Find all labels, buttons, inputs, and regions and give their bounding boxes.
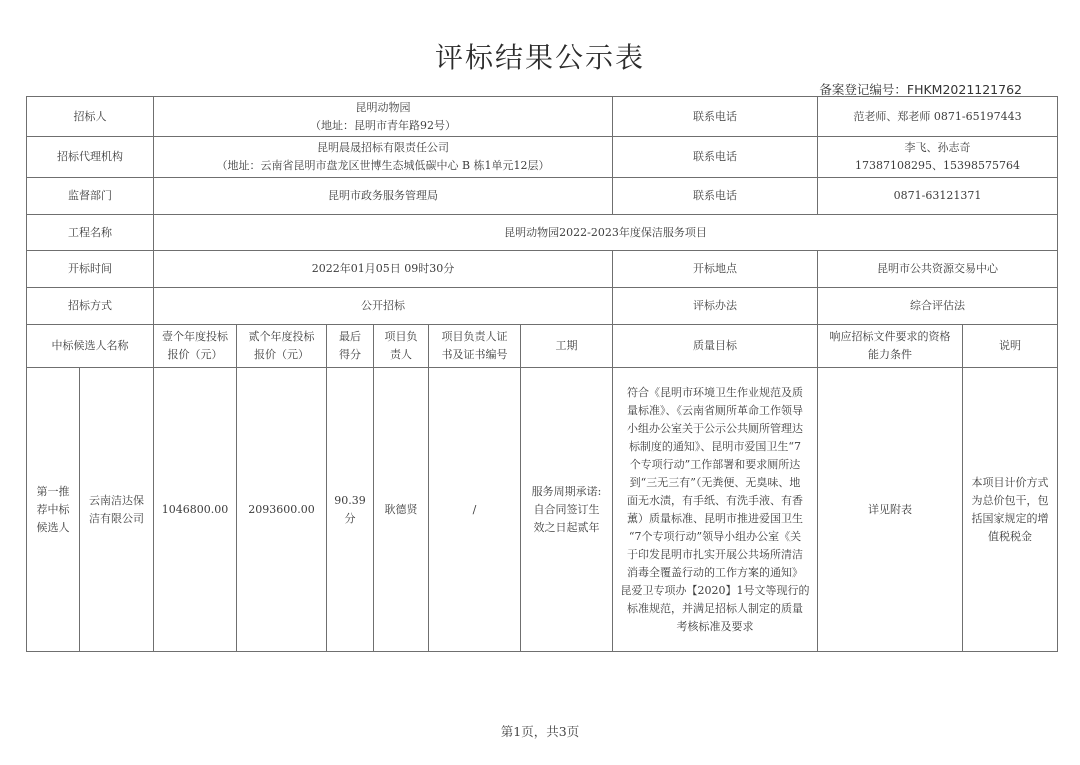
eval-method-value: 综合评估法 [818, 288, 1058, 325]
header-bid-year2-line2: 报价（元） [254, 348, 309, 361]
quality-line: “7个专项行动”领导小组办公室《关 [628, 529, 802, 543]
qualification-value: 详见附表 [818, 368, 963, 652]
supervisor-contact: 0871-63121371 [818, 178, 1058, 215]
document-title: 评标结果公示表 [434, 41, 645, 74]
header-qualification [818, 325, 963, 368]
opening-row [27, 251, 1058, 288]
header-final-score [327, 325, 374, 368]
remarks-line1: 本项目计价方式 [971, 475, 1049, 489]
period-line3: 效之日起贰年 [533, 520, 600, 534]
quality-line: 到“三无三有”（无粪便、无臭味、地 [629, 475, 801, 489]
header-manager [374, 325, 429, 368]
header-quality: 质量目标 [613, 325, 818, 368]
period-line1: 服务周期承诺: [531, 484, 602, 498]
project-label: 工程名称 [27, 215, 154, 251]
company-line2: 洁有限公司 [89, 511, 144, 525]
project-row [27, 215, 1058, 251]
method-row [27, 288, 1058, 325]
quality-line: 量标准》、《云南省厕所革命工作领导 [627, 403, 803, 417]
quality-line: 小组办公室关于公示公共厕所管理达 [627, 421, 803, 435]
tenderer-row [27, 97, 1058, 137]
quality-line: 面无水渍，有手纸、有洗手液、有香 [627, 493, 803, 507]
agency-label: 招标代理机构 [27, 137, 154, 178]
header-remarks: 说明 [963, 325, 1058, 368]
agency-contact [818, 137, 1058, 178]
supervisor-value: 昆明市政务服务管理局 [154, 178, 613, 215]
period-line2: 自合同签订生 [533, 502, 600, 516]
manager-value: 耿德贤 [374, 368, 429, 652]
rank-line2: 荐中标 [36, 502, 70, 516]
quality-line: 标准规范，并满足招标人制定的质量 [627, 601, 803, 615]
opening-time: 2022年01月05日 09时30分 [154, 251, 613, 288]
quality-value [613, 368, 818, 652]
header-final-score-line2: 得分 [339, 348, 361, 361]
results-header-row [27, 325, 1058, 368]
remarks-line3: 括国家规定的增 [971, 511, 1049, 525]
score-number: 90.39 [334, 493, 366, 507]
agency-value [154, 137, 613, 178]
header-manager-line2: 责人 [390, 348, 412, 361]
opening-place: 昆明市公共资源交易中心 [818, 251, 1058, 288]
supervisor-label: 监督部门 [27, 178, 154, 215]
quality-line: 消毒全覆盖行动的工作方案的通知》 [627, 565, 803, 579]
score-unit: 分 [344, 511, 356, 525]
final-score-value [327, 368, 374, 652]
candidate-rank [27, 368, 80, 652]
method-label: 招标方式 [27, 288, 154, 325]
agency-address: （地址：云南省昆明市盘龙区世博生态城低碳中心 B 栋1单元12层） [216, 159, 550, 172]
opening-time-label: 开标时间 [27, 251, 154, 288]
supervisor-row [27, 178, 1058, 215]
quality-line: 于印发昆明市扎实开展公共场所清洁 [627, 547, 803, 561]
quality-line: 考核标准及要求 [676, 619, 754, 633]
manager-cert-value: / [429, 368, 521, 652]
period-value [521, 368, 613, 652]
header-period: 工期 [521, 325, 613, 368]
quality-line: 个专项行动”工作部署和要求厕所达 [629, 457, 801, 471]
bid-year2-value: 2093600.00 [237, 368, 327, 652]
rank-line3: 候选人 [36, 520, 70, 534]
header-manager-line1: 项目负 [384, 330, 418, 343]
candidate-company [80, 368, 154, 652]
tenderer-label: 招标人 [27, 97, 154, 137]
agency-row [27, 137, 1058, 178]
method-value: 公开招标 [154, 288, 613, 325]
header-candidate-name: 中标候选人名称 [27, 325, 154, 368]
remarks-line4: 值税税金 [988, 529, 1032, 543]
header-manager-cert [429, 325, 521, 368]
rank-line1: 第一推 [36, 484, 70, 498]
quality-line: 昆爱卫专项办【2020】1号文等现行的 [620, 583, 810, 597]
header-qualification-line2: 能力条件 [868, 348, 912, 361]
tenderer-address: （地址：昆明市青年路92号） [310, 118, 456, 132]
supervisor-contact-label: 联系电话 [613, 178, 818, 215]
tenderer-contact-label: 联系电话 [613, 97, 818, 137]
header-final-score-line1: 最后 [339, 330, 361, 343]
quality-line: 薰）质量标准、昆明市推进爱国卫生 [627, 511, 803, 525]
agency-contact-phones: 17387108295、15398575764 [855, 159, 1020, 172]
quality-line: 标制度的通知》、昆明市爱国卫生“7 [628, 439, 802, 453]
quality-line: 符合《昆明市环境卫生作业规范及质 [627, 385, 803, 399]
header-manager-cert-line2: 书及证书编号 [441, 348, 508, 361]
header-bid-year1-line1: 壹个年度投标 [162, 330, 228, 343]
header-bid-year2-line1: 贰个年度投标 [248, 330, 315, 343]
bid-year1-value: 1046800.00 [154, 368, 237, 652]
agency-name: 昆明晨晟招标有限责任公司 [317, 141, 449, 154]
table-row [27, 368, 1058, 652]
header-bid-year1 [154, 325, 237, 368]
tenderer-value [154, 97, 613, 137]
eval-method-label: 评标办法 [613, 288, 818, 325]
tenderer-name: 昆明动物园 [355, 100, 411, 114]
registration-value: FHKM2021121762 [906, 82, 1022, 97]
remarks-line2: 为总价包干，包 [971, 493, 1049, 507]
registration-label: 备案登记编号： [819, 82, 907, 97]
company-line1: 云南洁达保 [89, 493, 144, 507]
page-indicator: 第1页，共3页 [500, 724, 580, 739]
header-qualification-line1: 响应招标文件要求的资格 [829, 330, 951, 343]
evaluation-result-table [26, 96, 1058, 652]
opening-place-label: 开标地点 [613, 251, 818, 288]
project-name: 昆明动物园2022-2023年度保洁服务项目 [154, 215, 1058, 251]
agency-contact-names: 李飞、孙志奇 [904, 141, 971, 154]
agency-contact-label: 联系电话 [613, 137, 818, 178]
remarks-value [963, 368, 1058, 652]
header-bid-year1-line2: 报价（元） [167, 348, 223, 361]
header-manager-cert-line1: 项目负责人证 [441, 330, 508, 343]
header-bid-year2 [237, 325, 327, 368]
tenderer-contact: 范老师、郑老师 0871-65197443 [818, 97, 1058, 137]
